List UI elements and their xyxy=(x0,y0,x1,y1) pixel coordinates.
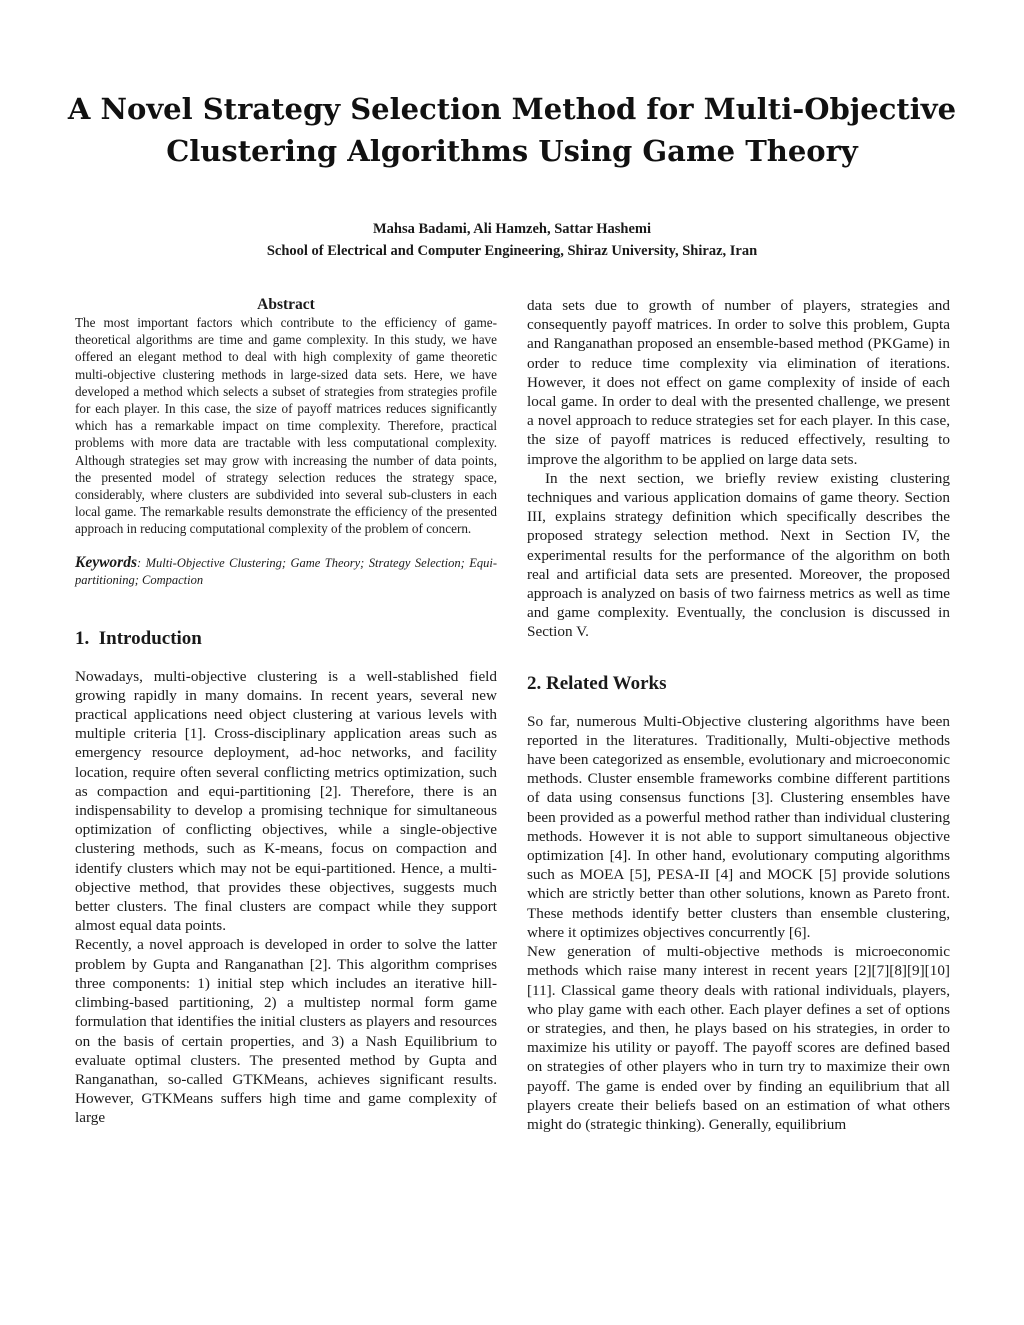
keywords-text: Multi-Objective Clustering; Game Theory; Strategy Selection; Equi-partitioning; Compaction xyxy=(75,555,497,587)
introduction-paragraph-1: Nowadays, multi-objective clustering is a well-stablished field growing rapidly in many domains. In recent years, several new practical applications need object clustering at various levels with multiple criteria [1]. Cross-disciplinary application areas such as emergency resource deployment, ad-hoc networks, and facility location, require often several conflicting metrics optimization, such as compaction and equi-partitioning [2]. Therefore, there is an indispensability to develop a promising technique for simultaneous optimization of conflicting objectives, while a single-objective clustering methods, such as K-means, focus on compaction and identify clusters which may not be equi-partitioned. Hence, a multi-objective method, that provides these objectives, suggests much better clusters. The final clusters are compact while they support almost equal data points. xyxy=(75,667,497,935)
keywords-separator: : xyxy=(137,555,146,570)
paper-title-block xyxy=(0,88,1024,172)
related-works-heading: 2. Related Works xyxy=(527,672,667,694)
related-works-paragraph-2: New generation of multi-objective methods is microeconomic methods which raise many interest in recent years [2][7][8][9][10][11]. Classical game theory deals with rational individuals, players, who play game with each other. Each player defines a set of options or strategies, and then, he plays based on his strategies, in order to maximize his utility or payoff. The payoff scores are defined based on strategies of other players who in turn try to maximize their own payoff. The game is ended over by finding an equilibrium that all players create their beliefs based on an estimation of what others might do (strategic thinking). Generally, equilibrium xyxy=(527,943,950,1133)
abstract-heading: Abstract xyxy=(257,296,315,313)
keywords-label: Keywords xyxy=(75,553,137,571)
introduction-heading: 1. Introduction xyxy=(75,627,202,649)
abstract-text: The most important factors which contribute to the efficiency of game-theoretical algorithms are time and game complexity. In this study, we have offered an elegant method to deal with high complexity of game theoretic multi-objective clustering methods in large-sized data sets. Here, we have developed a method which selects a subset of strategies from strategies profile for each player. In this case, the size of payoff matrices reduces significantly which has a remarkable impact on time complexity. Therefore, practical problems with more data are tractable with less computational complexity. Although strategies set may grow with increasing the number of data points, the presented model of strategy selection reduces the strategy space, considerably, where clusters are subdivided into several sub-clusters in each local game. The remarkable results demonstrate the efficiency of the presented approach in reducing computational complexity of the problem of concern. xyxy=(75,315,497,537)
left-column xyxy=(75,296,497,1128)
author-names: Mahsa Badami, Ali Hamzeh, Sattar Hashemi xyxy=(372,221,652,237)
related-works-paragraph-1: So far, numerous Multi-Objective clustering algorithms have been reported in the literatures. Traditionally, Multi-objective methods have been categorized as ensemble, evolutionary and microeconomic methods. Cluster ensemble frameworks combine different partitions of data using consensus functions [3]. Clustering ensembles have been provided as a powerful method rather than individual clustering methods. However it is not able to support simultaneous objective optimization [4]. In other hand, evolutionary computing algorithms such as MOEA [5], PESA-II [4] and MOCK [5] provide solutions which are strictly better than other solutions, known as Pareto front. These methods identify better clusters than ensemble clustering, where it optimizes objectives concurrently [6]. xyxy=(527,712,950,941)
abstract-section xyxy=(75,296,497,538)
title-line-2: Clustering Algorithms Using Game Theory xyxy=(166,134,858,168)
introduction-paragraph-4: In the next section, we briefly review existing clustering techniques and various application domains of game theory. Section III, explains strategy definition which specifically describes the proposed strategy selection method. Next in Section IV, the experimental results for the performance of the algorithm on both real and artificial data sets are presented. Moreover, the proposed approach is analyzed on basis of two fairness metrics as well as time and game complexity. Eventually, the conclusion is discussed in Section V. xyxy=(527,469,950,641)
keywords-block xyxy=(75,554,497,589)
author-affiliation: School of Electrical and Computer Engineering, Shiraz University, Shiraz, Iran xyxy=(266,243,758,259)
right-column xyxy=(527,296,950,1134)
title-line-1: A Novel Strategy Selection Method for Multi-Objective xyxy=(67,92,957,126)
introduction-paragraph-3: data sets due to growth of number of players, strategies and consequently payoff matrices. In order to solve this problem, Gupta and Ranganathan proposed an ensemble-based method (PKGame) in order to reduce time complexity via elimination of iterations. However, it does not effect on game complexity of inside of each local game. In order to deal with the presented challenge, we present a novel approach to reduce strategies set for each player. In this case, the size of payoff matrices is reduced effectively, resulting to improve the algorithm to be applied on large data sets. xyxy=(527,297,950,468)
author-block xyxy=(0,218,1024,262)
paper-title xyxy=(0,88,1024,172)
introduction-paragraph-2: Recently, a novel approach is developed in order to solve the latter problem by Gupta and Ranganathan [2]. This algorithm comprises three components: 1) initial step which includes an iterative hill-climbing-based partitioning, 2) a multistep normal form game formulation that identifies the initial clusters as players and resources on the basis of certain properties, and 3) a Nash Equilibrium to evaluate optimal clusters. The presented method by Gupta and Ranganathan, so-called GTKMeans, achieves significant results. However, GTKMeans suffers high time and game complexity of large xyxy=(75,936,497,1127)
